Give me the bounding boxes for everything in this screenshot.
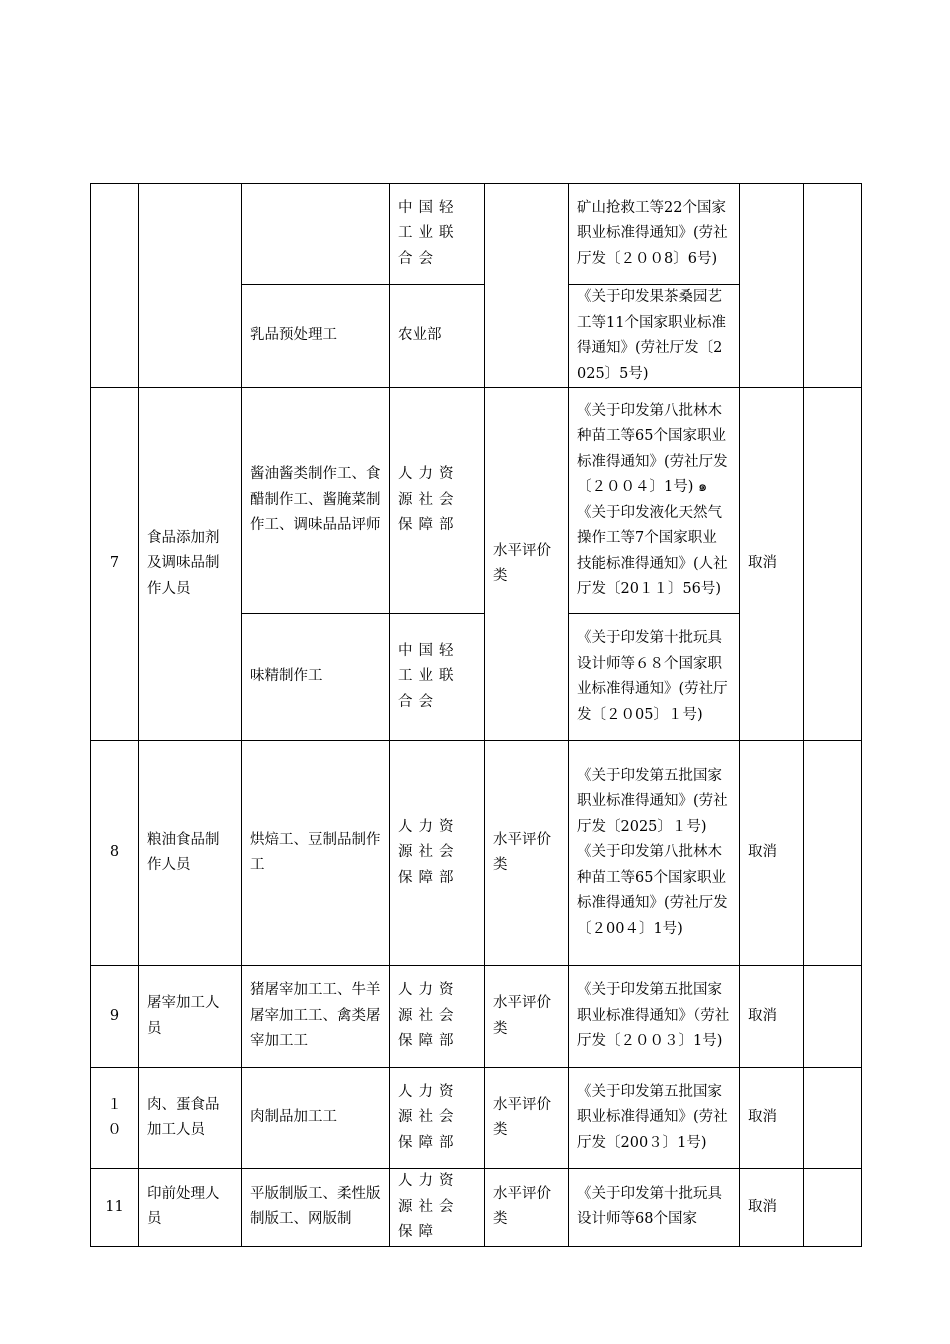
department-text: 人力资源社会保障部	[398, 818, 460, 886]
document-cell: 《关于印发第五批国家职业标准得通知》（劳社厅发〔２００３〕1号)	[569, 966, 740, 1068]
department-text: 人力资源社会保障部	[398, 1083, 460, 1151]
occupation-cell: 乳品预处理工	[242, 285, 390, 388]
department-cell	[390, 1068, 485, 1169]
action-cell	[740, 184, 804, 388]
occupation-cell: 平版制版工、柔性版制版工、网版制	[242, 1169, 390, 1247]
document-cell: 《关于印发第五批国家职业标准得通知》(劳社厅发〔2025〕１号) 《关于印发第八批林木种苗工等65个国家职业标准得通知》(劳社厅发〔２00４〕1号)	[569, 741, 740, 966]
action-cell: 取消	[740, 966, 804, 1068]
document-cell: 矿山抢救工等22个国家职业标准得通知》(劳社厅发〔２００8〕6号)	[569, 184, 740, 285]
occupation-cell: 味精制作工	[242, 614, 390, 741]
department-text: 中国轻工业联合会	[398, 199, 460, 267]
department-cell	[390, 184, 485, 285]
action-cell: 取消	[740, 388, 804, 741]
type-cell: 水平评价类	[485, 388, 569, 741]
table-row	[91, 1068, 862, 1169]
action-cell: 取消	[740, 1169, 804, 1247]
type-cell: 水平评价类	[485, 741, 569, 966]
department-text: 人力资源社会保障	[398, 1173, 460, 1240]
type-cell: 水平评价类	[485, 1169, 569, 1247]
category-cell: 粮油食品制作人员	[139, 741, 242, 966]
department-text: 人力资源社会保障部	[398, 466, 460, 534]
occupation-cell: 肉制品加工工	[242, 1068, 390, 1169]
department-cell	[390, 388, 485, 614]
note-cell	[804, 1169, 862, 1247]
type-cell	[485, 184, 569, 388]
category-cell: 食品添加剂及调味品制作人员	[139, 388, 242, 741]
row-number: 11	[91, 1169, 139, 1247]
category-cell	[139, 184, 242, 388]
table-row	[91, 741, 862, 966]
document-cell: 《关于印发第八批林木种苗工等65个国家职业标准得通知》(劳社厅发〔２００４〕1号) ๑《关于印发液化天然气操作工等7个国家职业技能标准得通知》(人社厅发〔20１１〕56号)	[569, 388, 740, 614]
document-cell: 《关于印发第五批国家职业标准得通知》(劳社厅发〔200３〕1号)	[569, 1068, 740, 1169]
row-number: 8	[91, 741, 139, 966]
department-cell	[390, 614, 485, 741]
table-row	[91, 184, 862, 285]
note-cell	[804, 1068, 862, 1169]
department-text: 中国轻工业联合会	[398, 642, 460, 710]
table-row	[91, 388, 862, 614]
department-cell: 农业部	[390, 285, 485, 388]
department-cell	[390, 741, 485, 966]
category-cell: 印前处理人员	[139, 1169, 242, 1247]
category-cell: 屠宰加工人员	[139, 966, 242, 1068]
note-cell	[804, 388, 862, 741]
type-cell: 水平评价类	[485, 966, 569, 1068]
type-cell: 水平评价类	[485, 1068, 569, 1169]
document-cell: 《关于印发果茶桑园艺工等11个国家职业标准得通知》(劳社厅发〔2025〕5号)	[569, 285, 740, 388]
row-number	[91, 184, 139, 388]
document-cell: 《关于印发第十批玩具设计师等68个国家	[569, 1169, 740, 1247]
row-number: １０	[91, 1068, 139, 1169]
occupation-table	[90, 183, 862, 1247]
table-row	[91, 966, 862, 1068]
occupation-cell	[242, 184, 390, 285]
row-number: 9	[91, 966, 139, 1068]
department-text: 人力资源社会保障部	[398, 982, 460, 1050]
row-number: 7	[91, 388, 139, 741]
action-cell: 取消	[740, 1068, 804, 1169]
document-cell: 《关于印发第十批玩具设计师等６８个国家职业标准得通知》(劳社厅发〔２０05〕１号)	[569, 614, 740, 741]
action-cell: 取消	[740, 741, 804, 966]
table-row	[91, 1169, 862, 1247]
department-cell	[390, 966, 485, 1068]
occupation-cell: 猪屠宰加工工、牛羊屠宰加工工、禽类屠宰加工工	[242, 966, 390, 1068]
category-cell: 肉、蛋食品加工人员	[139, 1068, 242, 1169]
note-cell	[804, 184, 862, 388]
note-cell	[804, 966, 862, 1068]
note-cell	[804, 741, 862, 966]
occupation-cell: 酱油酱类制作工、食醋制作工、酱腌菜制作工、调味品品评师	[242, 388, 390, 614]
occupation-cell: 烘焙工、豆制品制作工	[242, 741, 390, 966]
department-cell	[390, 1169, 485, 1247]
